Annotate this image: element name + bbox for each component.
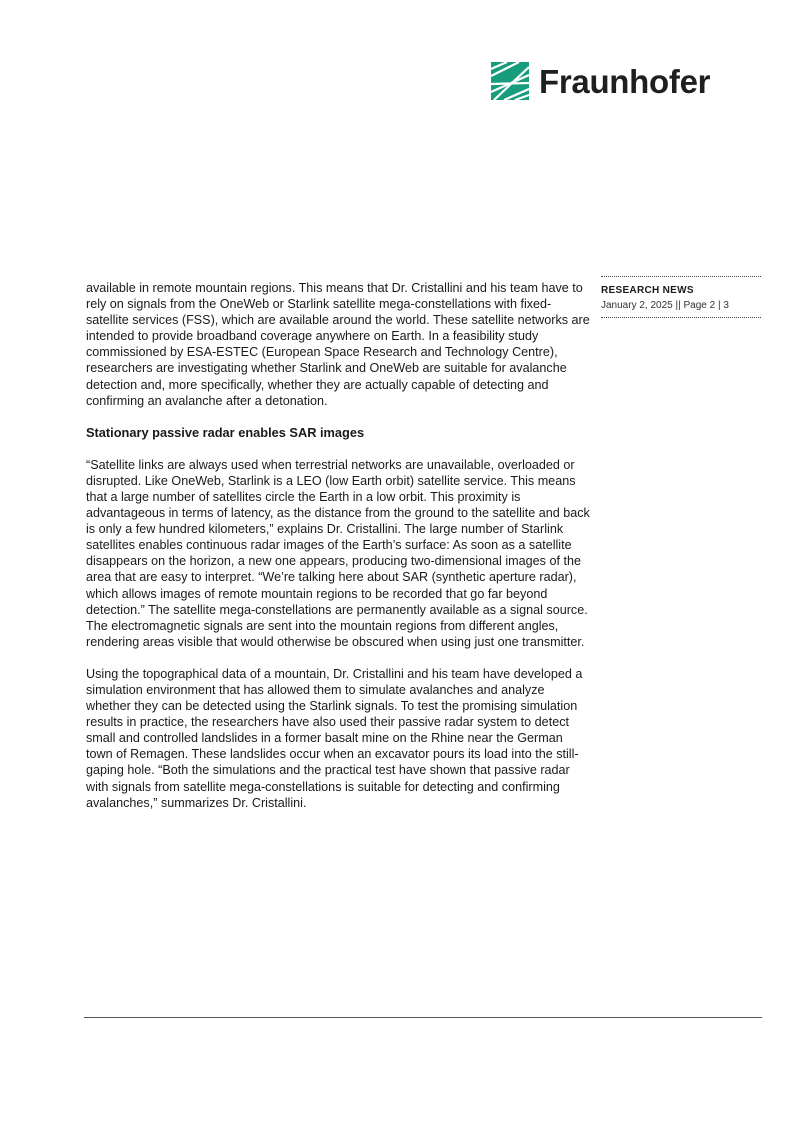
section-heading: Stationary passive radar enables SAR images	[86, 424, 365, 440]
article-body	[86, 280, 592, 827]
brand-name: Fraunhofer	[539, 62, 711, 100]
footer-divider	[84, 1017, 762, 1018]
sidebar-top-divider	[601, 276, 761, 277]
article-paragraph-2: “Satellite links are always used when terrestrial networks are unavailable, overloaded or disrupted. Like OneWeb, Starlink is a LEO (low Earth orbit) satellite service. This means that a large number of satellites circle the Earth in a low orbit. This proximity is advantageous in terms of latency, as the distance from the ground to the satellite and back is only a few hundred kilometers,” explains Dr. Cristallini. The large number of Starlink satellites enables continuous radar images of the Earth’s surface: As soon as a satellite disappears on the horizon, a new one appears, producing two-dimensional images of the area that are easy to interpret. “We’re talking here about SAR (synthetic aperture radar), which allows images of remote mountain regions to be recorded that go far beyond detection.” The satellite mega-constellations are permanently available as a signal source. The electromagnetic signals are sent into the mountain regions from different angles, rendering areas visible that would otherwise be obscured when using just one transmitter.	[86, 457, 590, 649]
date-page-info: January 2, 2025 || Page 2 | 3	[601, 300, 729, 311]
article-paragraph-3: Using the topographical data of a mountain, Dr. Cristallini and his team have developed a simulation environment that has allowed them to simulate avalanches and analyze whether they can be detected using the Starlink signals. To test the promising simulation results in practice, the researchers have also used their passive radar system to detect small and controlled landslides in a former basalt mine on the Rhine near the German town of Remagen. These landslides occur when an excavator pours its load into the still-gaping hole. “Both the simulations and the practical test have shown that passive radar with signals from satellite mega-constellations is suitable for detecting and confirming avalanches,” summarizes Dr. Cristallini.	[86, 666, 583, 810]
fraunhofer-logo	[491, 61, 710, 101]
sidebar-bottom-divider	[601, 317, 761, 318]
article-paragraph-1: available in remote mountain regions. This means that Dr. Cristallini and his team have to rely on signals from the OneWeb or Starlink satellite mega-constellations with fixed-satellite services (FSS), which are available around the world. These satellite networks are intended to provide broadband coverage anywhere on Earth. In a feasibility study commissioned by ESA-ESTEC (European Space Research and Technology Centre), researchers are investigating whether Starlink and OneWeb are suitable for avalanche detection and, more specifically, whether they are actually capable of detecting and confirming an avalanche after a detonation.	[86, 281, 590, 408]
fraunhofer-logo-mark-icon	[491, 62, 529, 100]
sidebar-title: RESEARCH NEWS	[601, 285, 694, 296]
research-news-sidebar	[601, 276, 761, 318]
